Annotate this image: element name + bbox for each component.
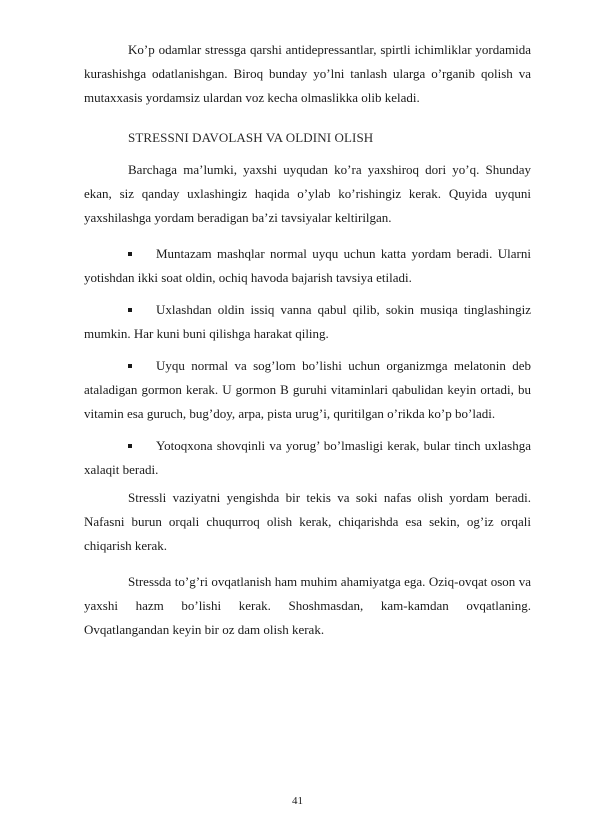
bullet-icon bbox=[128, 444, 132, 448]
spacer bbox=[84, 346, 531, 354]
document-page bbox=[84, 38, 531, 642]
page-number: 41 bbox=[292, 795, 303, 807]
bullet-text: Uxlashdan oldin issiq vanna qabul qilib, sokin musiqa tinglashingiz mumkin. Har kuni buni qilishga harakat qiling. bbox=[84, 302, 531, 341]
section-heading: STRESSNI DAVOLASH VA OLDINI OLISH bbox=[128, 130, 374, 145]
bullet-item bbox=[84, 242, 531, 290]
bullet-item bbox=[84, 298, 531, 346]
bullet-text: Yotoqxona shovqinli va yorug’ bo’lmasligi kerak, bular tinch uxlashga xalaqit beradi. bbox=[84, 438, 531, 477]
spacer bbox=[84, 290, 531, 298]
bullet-list bbox=[84, 242, 531, 482]
bullet-item bbox=[84, 434, 531, 482]
spacer bbox=[84, 230, 531, 242]
paragraph-breathing: Stressli vaziyatni yengishda bir tekis va soki nafas olish yordam beradi. Nafasni burun orqali chuqurroq olish kerak, chiqarishda esa sekin, og’iz orqali chiqarish kerak. bbox=[84, 490, 531, 553]
spacer bbox=[84, 426, 531, 434]
bullet-text: Uyqu normal va sog’lom bo’lishi uchun organizmga melatonin deb ataladigan gormon kerak. U gormon B guruhi vitaminlari qabulidan keyin ortadi, bu vitamin esa guruch, bug’doy, arpa, pista urug’i, quritilgan o’rikda ko’p bo’ladi. bbox=[84, 358, 531, 421]
bullet-icon bbox=[128, 252, 132, 256]
spacer bbox=[84, 558, 531, 570]
bullet-item bbox=[84, 354, 531, 426]
bullet-text: Muntazam mashqlar normal uyqu uchun katta yordam beradi. Ularni yotishdan ikki soat oldin, ochiq havoda bajarish tavsiya etiladi. bbox=[84, 246, 531, 285]
bullet-icon bbox=[128, 364, 132, 368]
paragraph-nutrition: Stressda to’g’ri ovqatlanish ham muhim ahamiyatga ega. Oziq-ovqat oson va yaxshi hazm bo’lishi kerak. Shoshmasdan, kam-kamdan ovqatlaning. Ovqatlangandan keyin bir oz dam olish kerak. bbox=[84, 574, 531, 637]
bullet-icon bbox=[128, 308, 132, 312]
paragraph-sleep: Barchaga ma’lumki, yaxshi uyqudan ko’ra yaxshiroq dori yo’q. Shunday ekan, siz qanday uxlashingiz haqida o’ylab ko’rishingiz kerak. Quyida uyquni yaxshilashga yordam beradigan ba’zi tavsiyalar keltirilgan. bbox=[84, 162, 531, 225]
paragraph-intro: Ko’p odamlar stressga qarshi antidepressantlar, spirtli ichimliklar yordamida kurashishga odatlanishgan. Biroq bunday yo’lni tanlash ularga o’rganib qolish va mutaxxasis yordamsiz ulardan voz kecha olmaslikka olib keladi. bbox=[84, 42, 531, 105]
